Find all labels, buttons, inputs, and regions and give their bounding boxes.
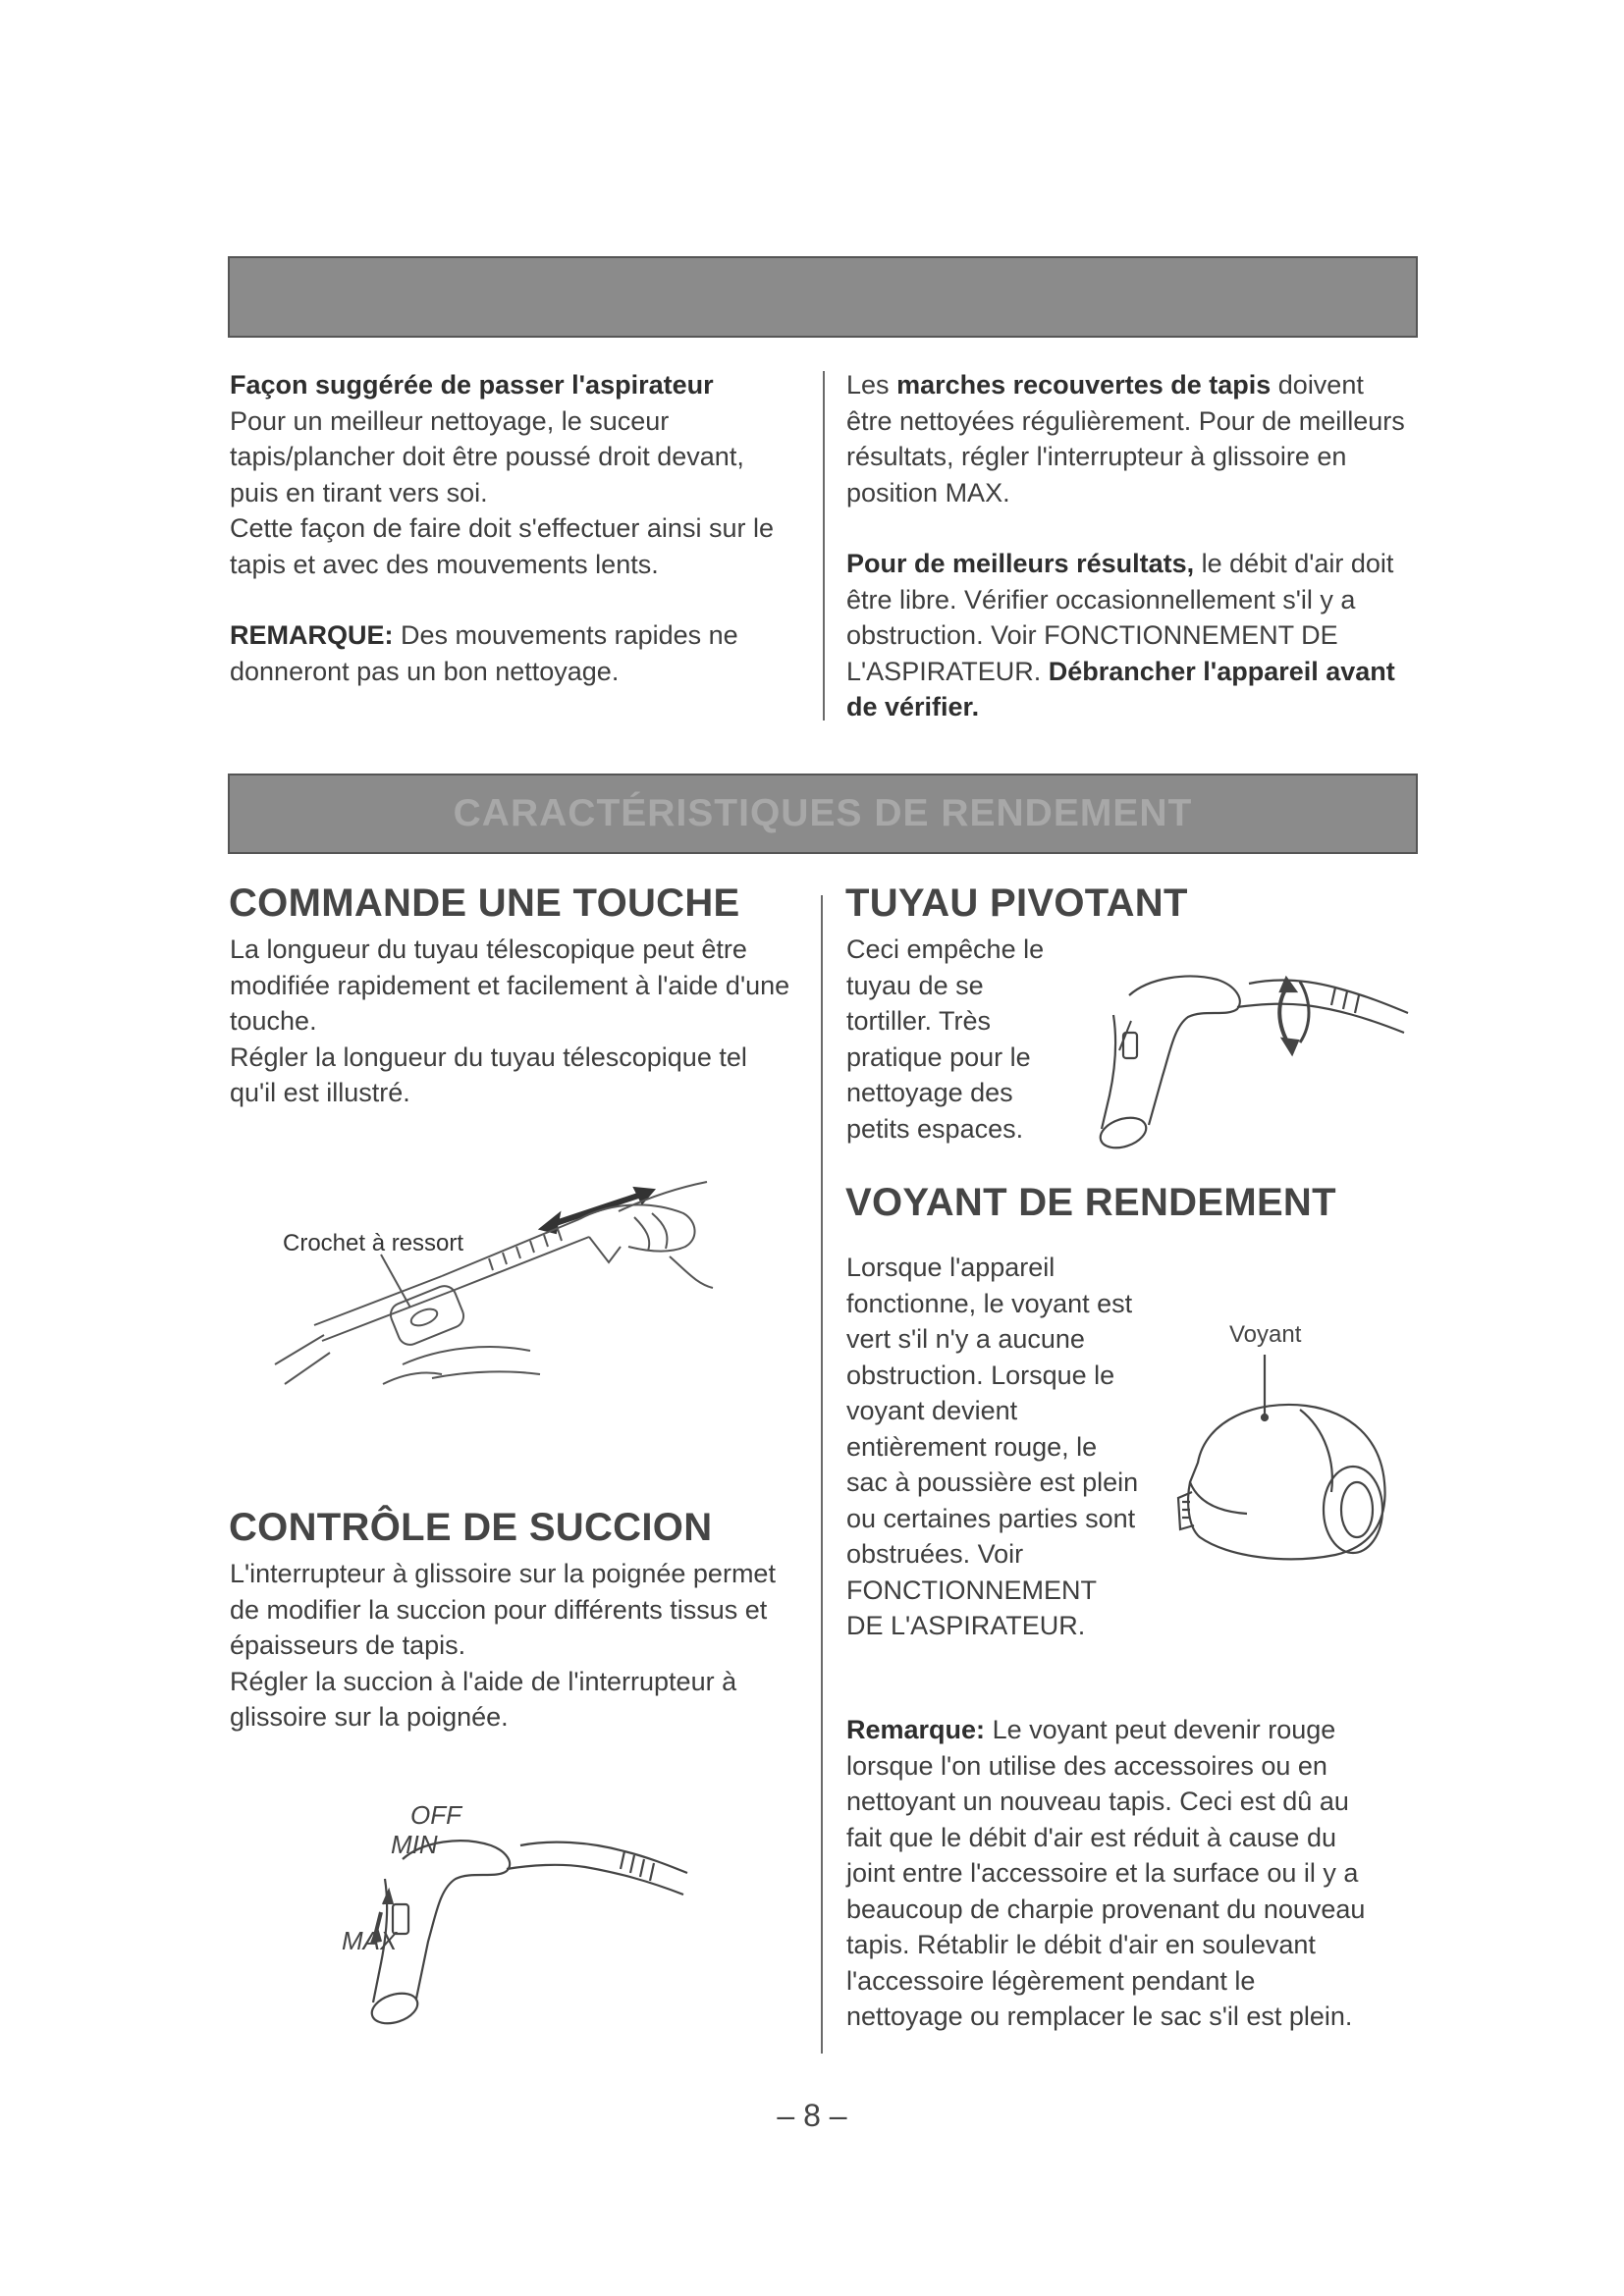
swivel-line-1: Ceci empêche le: [846, 934, 1045, 964]
indicator-note-line-6: beaucoup de charpie provenant du nouveau: [846, 1894, 1366, 1924]
indicator-line-8: ou certaines parties sont: [846, 1503, 1136, 1533]
stairs-lead: Les: [846, 370, 890, 400]
suction-off-label: OFF: [410, 1800, 461, 1830]
indicator-line-4: obstruction. Lorsque le: [846, 1360, 1115, 1390]
indicator-line-10: FONCTIONNEMENT: [846, 1575, 1097, 1605]
airflow-bold-2: Débrancher l'appareil avant de vérifier.: [846, 656, 1395, 721]
swivel-line-3: tortiller. Très: [846, 1006, 992, 1036]
indicator-note-text-1: Le voyant peut devenir rouge: [992, 1715, 1336, 1744]
suction-text: [230, 1556, 799, 1735]
indicator-line-5: voyant devient: [846, 1396, 1018, 1425]
indicator-note-line-3: nettoyant un nouveau tapis. Ceci est dû au: [846, 1787, 1349, 1816]
stairs-bold: marches recouvertes de tapis: [896, 370, 1272, 400]
vacuuming-title: Façon suggérée de passer l'aspirateur: [230, 370, 714, 400]
indicator-caption: Voyant: [1229, 1321, 1302, 1348]
swivel-line-2: tuyau de se: [846, 970, 984, 1000]
telescopic-tube-illustration: [295, 1178, 756, 1423]
indicator-line-2: fonctionne, le voyant est: [846, 1288, 1133, 1318]
suction-handle-illustration: [334, 1800, 707, 2042]
swivel-hose-illustration: [1080, 952, 1414, 1148]
indicator-note-line-7: tapis. Rétablir le débit d'air en soulevant: [846, 1930, 1316, 1959]
vacuuming-paragraph-1: Pour un meilleur nettoyage, le suceur tapis/plancher doit être poussé droit devant, puis en tirant vers soi.: [230, 405, 744, 507]
one-touch-text: [230, 932, 799, 1111]
indicator-note-line-1: [846, 1712, 1416, 1748]
airflow-text: le débit d'air doit être libre. Vérifier occasionnellement s'il y a obstruction. Voir FONCTIONNEMENT DE L'ASPIRATEUR.: [846, 549, 1394, 686]
indicator-line-6: entièrement rouge, le: [846, 1431, 1098, 1462]
spring-hook-caption: Crochet à ressort: [283, 1230, 464, 1256]
indicator-line-1: Lorsque l'appareil: [846, 1253, 1056, 1282]
column-divider-upper: [823, 371, 825, 721]
vacuuming-section: [230, 367, 799, 689]
swivel-heading: TUYAU PIVOTANT: [845, 881, 1188, 925]
suction-paragraph-1: L'interrupteur à glissoire sur la poignée permet de modifier la succion pour différents tissus et épaisseurs de tapis.: [230, 1559, 776, 1660]
one-touch-paragraph-2: Régler la longueur du tuyau télescopique tel qu'il est illustré.: [230, 1041, 747, 1107]
indicator-line-7: sac à poussière est plein: [846, 1468, 1139, 1497]
vacuuming-note: [230, 617, 799, 689]
vacuuming-note-label: REMARQUE:: [230, 620, 394, 650]
page-number: – 8 –: [777, 2098, 847, 2133]
section-banner-title: CARACTÉRISTIQUES DE RENDEMENT: [453, 792, 1193, 834]
swivel-line-5: nettoyage des: [846, 1078, 1013, 1107]
indicator-note: [846, 1712, 1416, 2035]
indicator-line-11: DE L'ASPIRATEUR.: [846, 1611, 1086, 1640]
airflow-paragraph: [846, 546, 1416, 725]
indicator-note-line-9: nettoyage ou remplacer le sac s'il est plein.: [846, 2002, 1353, 2031]
column-divider-lower: [821, 895, 823, 2054]
indicator-text: [846, 1250, 1170, 1644]
section-banner: [228, 774, 1418, 854]
suction-min-label: MIN: [391, 1830, 438, 1859]
swivel-line-6: petits espaces.: [846, 1113, 1024, 1144]
swivel-line-4: pratique pour le: [846, 1041, 1031, 1072]
one-touch-heading: COMMANDE UNE TOUCHE: [229, 881, 740, 925]
indicator-note-line-8: l'accessoire légèrement pendant le: [846, 1965, 1256, 1996]
suction-max-label: MAX: [342, 1926, 398, 1955]
stairs-section: [846, 367, 1416, 725]
stairs-paragraph: [846, 367, 1416, 510]
vacuum-body-illustration: [1178, 1355, 1404, 1571]
top-header-bar: [228, 256, 1418, 338]
indicator-heading: VOYANT DE RENDEMENT: [845, 1181, 1336, 1224]
indicator-line-3: vert s'il n'y a aucune: [846, 1324, 1085, 1354]
indicator-note-line-2: lorsque l'on utilise des accessoires ou en: [846, 1750, 1327, 1781]
vacuuming-note-text: Des mouvements rapides ne donneront pas un bon nettoyage.: [230, 620, 738, 686]
airflow-bold-1: Pour de meilleurs résultats,: [846, 549, 1195, 578]
indicator-note-line-4: fait que le débit d'air est réduit à cause du: [846, 1822, 1336, 1852]
indicator-note-label: Remarque:: [846, 1715, 986, 1744]
stairs-text: doivent être nettoyées régulièrement. Pour de meilleurs résultats, régler l'interrupteur à glissoire en position MAX.: [846, 370, 1405, 507]
suction-paragraph-2: Régler la succion à l'aide de l'interrupteur à glissoire sur la poignée.: [230, 1666, 737, 1732]
one-touch-paragraph-1: La longueur du tuyau télescopique peut être modifiée rapidement et facilement à l'aide d'une touche.: [230, 934, 790, 1036]
indicator-line-9: obstruées. Voir: [846, 1539, 1024, 1569]
suction-heading: CONTRÔLE DE SUCCION: [229, 1506, 713, 1549]
swivel-text: [846, 932, 1102, 1147]
vacuuming-paragraph-2: Cette façon de faire doit s'effectuer ainsi sur le tapis et avec des mouvements lents.: [230, 513, 774, 579]
indicator-note-line-5: joint entre l'accessoire et la surface ou il y a: [846, 1858, 1359, 1888]
